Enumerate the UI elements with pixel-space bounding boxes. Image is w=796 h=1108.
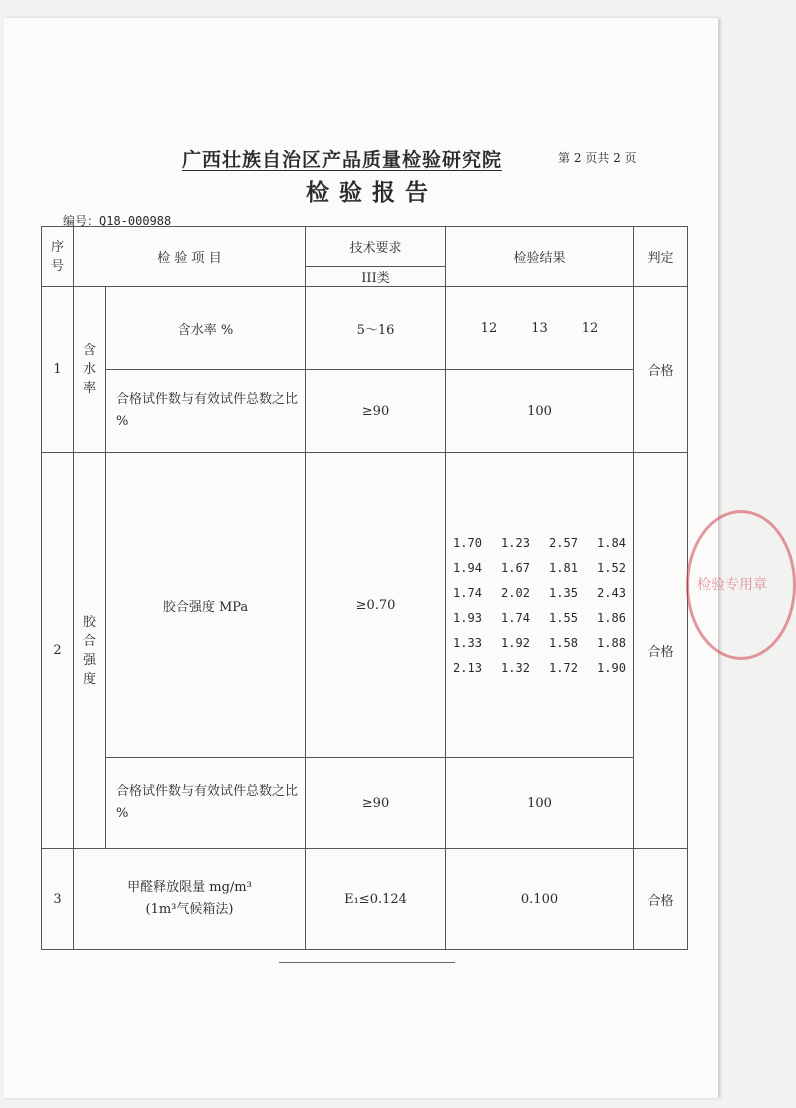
result-value: 1.81 <box>549 560 578 575</box>
page-info: 第 2 页共 2 页 <box>558 151 637 165</box>
result-value: 12 <box>581 320 599 336</box>
result-value: 1.93 <box>453 610 482 625</box>
official-stamp: 检验专用章 <box>686 510 796 660</box>
col-req-header: 技术要求 <box>306 227 446 267</box>
table-row <box>42 370 688 453</box>
row-requirement: E₁≤0.124 <box>306 849 446 950</box>
inspection-table <box>41 226 688 950</box>
result-value: 1.55 <box>549 610 578 625</box>
result-value: 1.94 <box>453 560 482 575</box>
col-result-header: 检验结果 <box>446 227 634 287</box>
row-seq: 1 <box>42 287 74 453</box>
row-item-label: 合格试件数与有效试件总数之比 % <box>106 758 306 849</box>
result-value: 2.02 <box>501 585 530 600</box>
result-value: 1.52 <box>597 560 626 575</box>
row-item-label: 胶合强度 MPa <box>106 453 306 758</box>
result-value: 2.43 <box>597 585 626 600</box>
table-row <box>42 453 688 758</box>
result-value: 1.72 <box>549 660 578 675</box>
result-value: 1.74 <box>453 585 482 600</box>
row-results <box>446 287 634 370</box>
report-number: 编号：Q18-000988 <box>63 214 172 228</box>
col-req-subheader: III类 <box>306 267 446 287</box>
result-value: 1.90 <box>597 660 626 675</box>
footer-rule <box>279 962 455 963</box>
result-value: 1.92 <box>501 635 530 650</box>
strength-values <box>446 536 633 675</box>
row-verdict: 合格 <box>634 453 688 849</box>
row-requirement: ≥90 <box>306 758 446 849</box>
table-row <box>42 287 688 370</box>
row-result: 100 <box>446 370 634 453</box>
header-row <box>42 227 688 267</box>
row-item-label: 甲醛释放限量 mg/m³ (1m³气候箱法) <box>74 849 306 950</box>
row-seq: 3 <box>42 849 74 950</box>
row-verdict: 合格 <box>634 287 688 453</box>
table-row <box>42 849 688 950</box>
result-value: 1.58 <box>549 635 578 650</box>
result-value: 1.23 <box>501 535 530 550</box>
row-group: 含水率 <box>74 287 106 453</box>
row-results <box>446 453 634 758</box>
row-item-label: 含水率 % <box>106 287 306 370</box>
col-seq-header: 序号 <box>42 227 74 287</box>
result-value: 2.13 <box>453 660 482 675</box>
result-value: 12 <box>480 320 498 336</box>
row-result: 100 <box>446 758 634 849</box>
report-title: 检验报告 <box>306 180 438 206</box>
result-value: 13 <box>531 320 548 336</box>
table-row <box>42 758 688 849</box>
row-verdict: 合格 <box>634 849 688 950</box>
row-seq: 2 <box>42 453 74 849</box>
result-value: 1.33 <box>453 635 482 650</box>
col-verdict-header: 判定 <box>634 227 688 287</box>
row-result: 0.100 <box>446 849 634 950</box>
result-value: 1.74 <box>501 610 530 625</box>
row-requirement: 5～16 <box>306 287 446 370</box>
result-value: 1.35 <box>549 585 578 600</box>
row-requirement: ≥0.70 <box>306 453 446 758</box>
result-value: 1.70 <box>453 535 482 550</box>
institute-name: 广西壮族自治区产品质量检验研究院 <box>182 149 503 171</box>
result-value: 1.32 <box>501 660 530 675</box>
result-value: 1.84 <box>597 535 626 550</box>
result-value: 2.57 <box>549 535 578 550</box>
row-requirement: ≥90 <box>306 370 446 453</box>
result-value: 1.67 <box>501 560 530 575</box>
col-item-header: 检 验 项 目 <box>74 227 306 287</box>
row-item-label: 合格试件数与有效试件总数之比 % <box>106 370 306 453</box>
row-group: 胶合强度 <box>74 453 106 849</box>
result-value: 1.86 <box>597 610 626 625</box>
result-value: 1.88 <box>597 635 626 650</box>
